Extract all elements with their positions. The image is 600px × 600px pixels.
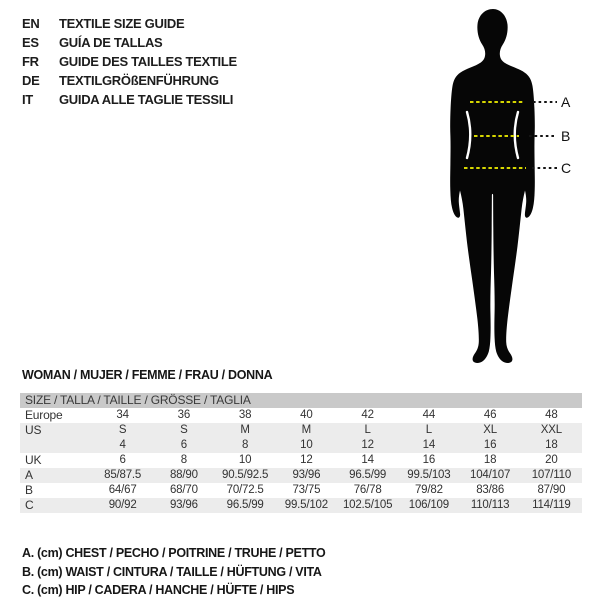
table-row [20, 483, 582, 498]
size-cell: 4 [119, 439, 126, 451]
table-row [20, 423, 582, 438]
size-cell: 16 [422, 454, 436, 466]
size-cell: 114/119 [532, 499, 571, 511]
size-cell: L [425, 424, 432, 436]
size-cell: 34 [116, 409, 129, 421]
size-cell: S [118, 424, 127, 436]
size-cell: S [180, 424, 188, 436]
size-cell: 64/67 [108, 484, 137, 496]
size-cell: 93/96 [169, 499, 198, 511]
size-cell: 18 [483, 454, 497, 466]
row-label [20, 438, 92, 453]
size-cell: M [240, 424, 250, 436]
section-title: WOMAN / MUJER / FEMME / FRAU / DONNA [22, 368, 273, 382]
language-code: IT [22, 92, 33, 107]
table-row [20, 453, 582, 468]
size-cell: 42 [361, 409, 374, 421]
size-cell: 10 [238, 454, 252, 466]
language-code: EN [22, 16, 40, 31]
legend-line: A. (cm) CHEST / PECHO / POITRINE / TRUHE / PETTO [22, 546, 326, 560]
size-cell: XL [483, 424, 497, 436]
row-label: US [25, 423, 42, 437]
size-cell: 83/86 [476, 484, 505, 496]
size-cell: 90.5/92.5 [222, 469, 269, 481]
size-cell: 44 [422, 409, 436, 421]
size-cell: 18 [545, 439, 558, 451]
language-code: ES [22, 35, 39, 50]
size-cell: 14 [361, 454, 374, 466]
size-cell: 107/110 [531, 469, 572, 481]
language-code: DE [22, 73, 40, 88]
size-table-header: SIZE / TALLA / TAILLE / GRÖSSE / TAGLIA [20, 393, 582, 408]
size-cell: L [364, 424, 371, 436]
row-label: A [25, 468, 33, 482]
marker-label-waist: B [561, 128, 571, 144]
size-cell: 10 [300, 439, 313, 451]
woman-silhouette-path [450, 9, 535, 363]
marker-label-hip: C [561, 160, 572, 176]
size-cell: 68/70 [169, 484, 198, 496]
size-cell: 8 [242, 439, 249, 451]
size-cell: 90/92 [108, 499, 137, 511]
size-cell: 102.5/105 [342, 499, 393, 511]
size-cell: 110/113 [470, 499, 510, 511]
row-label: UK [25, 453, 42, 467]
size-cell: 38 [238, 409, 252, 421]
marker-label-chest: A [561, 94, 571, 110]
legend-line: C. (cm) HIP / CADERA / HANCHE / HÜFTE / HIPS [22, 583, 295, 597]
measurement-legend [22, 544, 325, 600]
size-cell: 12 [361, 439, 374, 451]
row-label: Europe [25, 408, 63, 422]
row-label: B [25, 483, 33, 497]
size-cell: 8 [180, 454, 187, 466]
size-cell: 46 [483, 409, 497, 421]
table-row [20, 438, 582, 453]
table-row [20, 468, 582, 483]
size-cell: M [301, 424, 312, 436]
size-cell: 40 [300, 409, 313, 421]
language-label: TEXTILGRÖßENFÜHRUNG [59, 73, 219, 88]
language-label: GUIDE DES TAILLES TEXTILE [59, 54, 237, 69]
size-cell: 96.5/99 [226, 499, 264, 511]
size-cell: 99.5/103 [407, 469, 451, 481]
size-cell: 104/107 [470, 469, 511, 481]
size-cell: 16 [483, 439, 497, 451]
size-cell: 14 [422, 439, 436, 451]
size-cell: 76/78 [353, 484, 382, 496]
size-cell: 20 [545, 454, 558, 466]
size-table [20, 393, 582, 513]
language-label: GUIDA ALLE TAGLIE TESSILI [59, 92, 234, 107]
size-cell: 88/90 [169, 469, 198, 481]
table-row [20, 498, 582, 513]
size-cell: 6 [119, 454, 126, 466]
size-cell: 85/87.5 [104, 469, 142, 481]
size-cell: 87/90 [537, 484, 566, 496]
size-cell: 73/75 [292, 484, 321, 496]
woman-silhouette [435, 6, 595, 372]
language-label: GUÍA DE TALLAS [59, 35, 163, 50]
size-cell: 12 [300, 454, 313, 466]
size-cell: XXL [540, 424, 562, 436]
table-row [20, 408, 582, 423]
language-label: TEXTILE SIZE GUIDE [59, 16, 185, 31]
size-cell: 99.5/102 [284, 499, 328, 511]
legend-line: B. (cm) WAIST / CINTURA / TAILLE / HÜFTUNG / VITA [22, 564, 322, 579]
size-cell: 6 [180, 439, 187, 451]
size-cell: 48 [545, 409, 558, 421]
row-label: C [25, 498, 34, 512]
size-cell: 36 [177, 409, 191, 421]
size-cell: 70/72.5 [226, 484, 264, 496]
size-cell: 93/96 [292, 469, 321, 481]
size-table-body [20, 408, 582, 513]
size-cell: 79/82 [414, 484, 443, 496]
language-code: FR [22, 54, 39, 69]
size-cell: 96.5/99 [349, 469, 387, 481]
size-cell: 106/109 [408, 499, 449, 511]
